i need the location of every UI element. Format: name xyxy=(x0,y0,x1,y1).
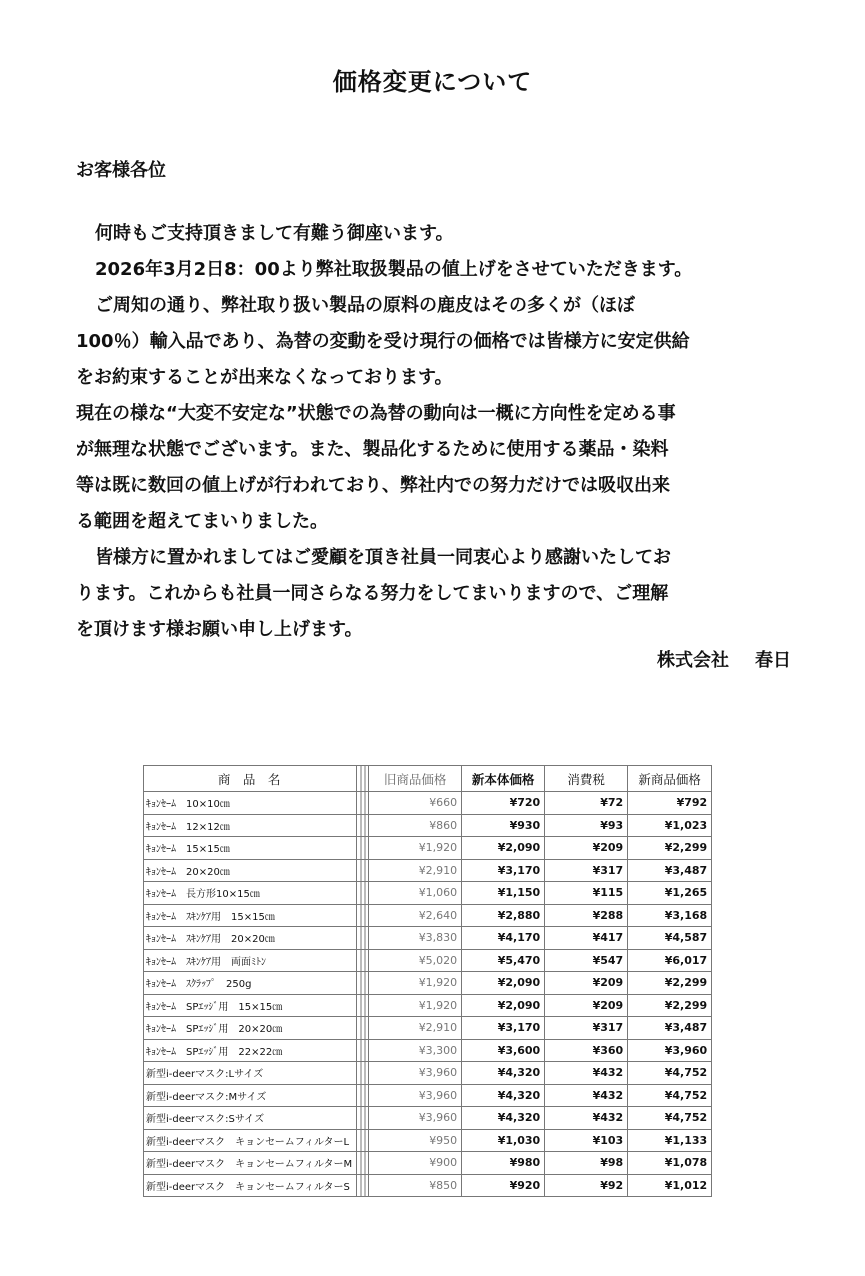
new-price-cell: ¥4,587 xyxy=(628,927,712,950)
column-separator xyxy=(357,949,369,972)
header-old-price: 旧商品価格 xyxy=(369,766,462,792)
new-price-cell: ¥1,012 xyxy=(628,1174,712,1197)
tax-cell: ¥317 xyxy=(545,859,628,882)
tax-cell: ¥209 xyxy=(545,994,628,1017)
tax-cell: ¥432 xyxy=(545,1084,628,1107)
new-price-cell: ¥3,487 xyxy=(628,1017,712,1040)
new-price-cell: ¥6,017 xyxy=(628,949,712,972)
tax-cell: ¥115 xyxy=(545,882,628,905)
old-price-cell: ¥2,910 xyxy=(369,859,462,882)
new-base-price-cell: ¥4,320 xyxy=(462,1084,545,1107)
product-name-cell: ｷｮﾝｾｰﾑ SPｴｯｼﾞ用 20×20㎝ xyxy=(144,1017,357,1040)
paragraph-line: 等は既に数回の値上げが行われており、弊社内での努力だけでは吸収出来 xyxy=(76,475,670,496)
table-row xyxy=(144,1107,712,1130)
new-base-price-cell: ¥2,880 xyxy=(462,904,545,927)
column-separator xyxy=(357,837,369,860)
new-base-price-cell: ¥720 xyxy=(462,792,545,815)
tax-cell: ¥288 xyxy=(545,904,628,927)
table-row xyxy=(144,1152,712,1175)
old-price-cell: ¥1,920 xyxy=(369,994,462,1017)
tax-cell: ¥547 xyxy=(545,949,628,972)
new-price-cell: ¥1,023 xyxy=(628,814,712,837)
column-separator xyxy=(357,1107,369,1130)
table-header-row xyxy=(144,766,712,792)
old-price-cell: ¥1,920 xyxy=(369,837,462,860)
new-price-cell: ¥2,299 xyxy=(628,994,712,1017)
old-price-cell: ¥3,830 xyxy=(369,927,462,950)
header-tax: 消費税 xyxy=(545,766,628,792)
new-price-cell: ¥4,752 xyxy=(628,1107,712,1130)
price-table xyxy=(143,765,712,1197)
table-row xyxy=(144,814,712,837)
header-product-name: 商 品 名 xyxy=(144,766,357,792)
product-name-cell: ｷｮﾝｾｰﾑ 長方形10×15㎝ xyxy=(144,882,357,905)
new-price-cell: ¥1,078 xyxy=(628,1152,712,1175)
new-base-price-cell: ¥2,090 xyxy=(462,837,545,860)
new-base-price-cell: ¥3,170 xyxy=(462,1017,545,1040)
new-price-cell: ¥792 xyxy=(628,792,712,815)
new-base-price-cell: ¥4,320 xyxy=(462,1107,545,1130)
table-row xyxy=(144,792,712,815)
column-separator xyxy=(357,904,369,927)
product-name-cell: ｷｮﾝｾｰﾑ 10×10㎝ xyxy=(144,792,357,815)
table-row xyxy=(144,1174,712,1197)
paragraph-line: 現在の様な“大変不安定な”状態での為替の動向は一概に方向性を定める事 xyxy=(76,403,676,424)
tax-cell: ¥432 xyxy=(545,1107,628,1130)
new-base-price-cell: ¥2,090 xyxy=(462,972,545,995)
paragraph-line: 100％）輸入品であり、為替の変動を受け現行の価格では皆様方に安定供給 xyxy=(76,331,690,352)
tax-cell: ¥209 xyxy=(545,972,628,995)
column-separator xyxy=(357,1129,369,1152)
product-name-cell: ｷｮﾝｾｰﾑ ｽｷﾝｹｱ用 15×15㎝ xyxy=(144,904,357,927)
signature-name: 春日 xyxy=(755,650,791,671)
new-price-cell: ¥4,752 xyxy=(628,1084,712,1107)
new-price-cell: ¥3,487 xyxy=(628,859,712,882)
column-separator xyxy=(357,1017,369,1040)
old-price-cell: ¥3,300 xyxy=(369,1039,462,1062)
table-row xyxy=(144,949,712,972)
new-base-price-cell: ¥980 xyxy=(462,1152,545,1175)
product-name-cell: ｷｮﾝｾｰﾑ ｽｷﾝｹｱ用 両面ﾐﾄﾝ xyxy=(144,949,357,972)
old-price-cell: ¥860 xyxy=(369,814,462,837)
new-base-price-cell: ¥930 xyxy=(462,814,545,837)
tax-cell: ¥432 xyxy=(545,1062,628,1085)
paragraph-line: ります。これからも社員一同さらなる努力をしてまいりますので、ご理解 xyxy=(76,583,669,604)
column-separator xyxy=(357,792,369,815)
salutation: お客様各位 xyxy=(76,160,166,181)
old-price-cell: ¥850 xyxy=(369,1174,462,1197)
new-base-price-cell: ¥1,030 xyxy=(462,1129,545,1152)
product-name-cell: 新型i-deerマスク キョンセームフィルターM xyxy=(144,1152,357,1175)
old-price-cell: ¥950 xyxy=(369,1129,462,1152)
new-base-price-cell: ¥4,320 xyxy=(462,1062,545,1085)
new-price-cell: ¥3,960 xyxy=(628,1039,712,1062)
table-row xyxy=(144,859,712,882)
old-price-cell: ¥2,910 xyxy=(369,1017,462,1040)
tax-cell: ¥103 xyxy=(545,1129,628,1152)
old-price-cell: ¥900 xyxy=(369,1152,462,1175)
paragraph-line: が無理な状態でございます。また、製品化するために使用する薬品・染料 xyxy=(76,439,669,460)
paragraph-line: 2026年3月2日8：00より弊社取扱製品の値上げをさせていただきます。 xyxy=(95,259,693,280)
new-price-cell: ¥1,265 xyxy=(628,882,712,905)
new-price-cell: ¥2,299 xyxy=(628,837,712,860)
paragraph-line: 皆様方に置かれましてはご愛顧を頂き社員一同衷心より感謝いたしてお xyxy=(95,547,671,568)
column-separator xyxy=(357,1084,369,1107)
table-row xyxy=(144,882,712,905)
product-name-cell: ｷｮﾝｾｰﾑ 20×20㎝ xyxy=(144,859,357,882)
document-title: 価格変更について xyxy=(332,68,533,96)
tax-cell: ¥209 xyxy=(545,837,628,860)
column-separator xyxy=(357,1062,369,1085)
column-separator xyxy=(357,927,369,950)
paragraph-line: 何時もご支持頂きまして有難う御座います。 xyxy=(95,223,454,244)
table-row xyxy=(144,1062,712,1085)
new-base-price-cell: ¥1,150 xyxy=(462,882,545,905)
column-separator xyxy=(357,972,369,995)
table-row xyxy=(144,972,712,995)
new-base-price-cell: ¥3,600 xyxy=(462,1039,545,1062)
product-name-cell: 新型i-deerマスク キョンセームフィルターL xyxy=(144,1129,357,1152)
column-separator xyxy=(357,766,369,792)
tax-cell: ¥72 xyxy=(545,792,628,815)
paragraph-line: ご周知の通り、弊社取り扱い製品の原料の鹿皮はその多くが（ほぼ xyxy=(95,295,635,316)
column-separator xyxy=(357,1174,369,1197)
table-row xyxy=(144,904,712,927)
old-price-cell: ¥1,060 xyxy=(369,882,462,905)
paragraph-line: る範囲を超えてまいりました。 xyxy=(76,511,328,532)
old-price-cell: ¥3,960 xyxy=(369,1084,462,1107)
table-row xyxy=(144,1039,712,1062)
old-price-cell: ¥3,960 xyxy=(369,1107,462,1130)
column-separator xyxy=(357,994,369,1017)
signature-company: 株式会社 xyxy=(657,650,729,671)
new-base-price-cell: ¥3,170 xyxy=(462,859,545,882)
paragraph-line: を頂けます様お願い申し上げます。 xyxy=(76,619,363,640)
table-row xyxy=(144,927,712,950)
letter-body xyxy=(76,216,796,648)
old-price-cell: ¥5,020 xyxy=(369,949,462,972)
product-name-cell: 新型i-deerマスク:Sサイズ xyxy=(144,1107,357,1130)
product-name-cell: ｷｮﾝｾｰﾑ 12×12㎝ xyxy=(144,814,357,837)
column-separator xyxy=(357,814,369,837)
product-name-cell: 新型i-deerマスク キョンセームフィルターS xyxy=(144,1174,357,1197)
new-base-price-cell: ¥4,170 xyxy=(462,927,545,950)
table-row xyxy=(144,994,712,1017)
paragraph-line: をお約束することが出来なくなっております。 xyxy=(76,367,453,388)
table-row xyxy=(144,1084,712,1107)
signature xyxy=(657,646,791,672)
new-price-cell: ¥3,168 xyxy=(628,904,712,927)
new-price-cell: ¥1,133 xyxy=(628,1129,712,1152)
tax-cell: ¥92 xyxy=(545,1174,628,1197)
product-name-cell: 新型i-deerマスク:Lサイズ xyxy=(144,1062,357,1085)
tax-cell: ¥93 xyxy=(545,814,628,837)
table-row xyxy=(144,1017,712,1040)
tax-cell: ¥317 xyxy=(545,1017,628,1040)
product-name-cell: ｷｮﾝｾｰﾑ SPｴｯｼﾞ用 15×15㎝ xyxy=(144,994,357,1017)
table-row xyxy=(144,837,712,860)
product-name-cell: ｷｮﾝｾｰﾑ 15×15㎝ xyxy=(144,837,357,860)
new-base-price-cell: ¥2,090 xyxy=(462,994,545,1017)
old-price-cell: ¥660 xyxy=(369,792,462,815)
product-name-cell: 新型i-deerマスク:Mサイズ xyxy=(144,1084,357,1107)
tax-cell: ¥360 xyxy=(545,1039,628,1062)
column-separator xyxy=(357,859,369,882)
old-price-cell: ¥2,640 xyxy=(369,904,462,927)
new-base-price-cell: ¥920 xyxy=(462,1174,545,1197)
tax-cell: ¥417 xyxy=(545,927,628,950)
table-row xyxy=(144,1129,712,1152)
old-price-cell: ¥1,920 xyxy=(369,972,462,995)
new-price-cell: ¥4,752 xyxy=(628,1062,712,1085)
column-separator xyxy=(357,1039,369,1062)
header-new-base-price: 新本体価格 xyxy=(462,766,545,792)
product-name-cell: ｷｮﾝｾｰﾑ SPｴｯｼﾞ用 22×22㎝ xyxy=(144,1039,357,1062)
product-name-cell: ｷｮﾝｾｰﾑ ｽｷﾝｹｱ用 20×20㎝ xyxy=(144,927,357,950)
new-price-cell: ¥2,299 xyxy=(628,972,712,995)
product-name-cell: ｷｮﾝｾｰﾑ ｽｸﾗｯﾌﾟ 250g xyxy=(144,972,357,995)
column-separator xyxy=(357,882,369,905)
old-price-cell: ¥3,960 xyxy=(369,1062,462,1085)
new-base-price-cell: ¥5,470 xyxy=(462,949,545,972)
column-separator xyxy=(357,1152,369,1175)
header-new-price: 新商品価格 xyxy=(628,766,712,792)
tax-cell: ¥98 xyxy=(545,1152,628,1175)
